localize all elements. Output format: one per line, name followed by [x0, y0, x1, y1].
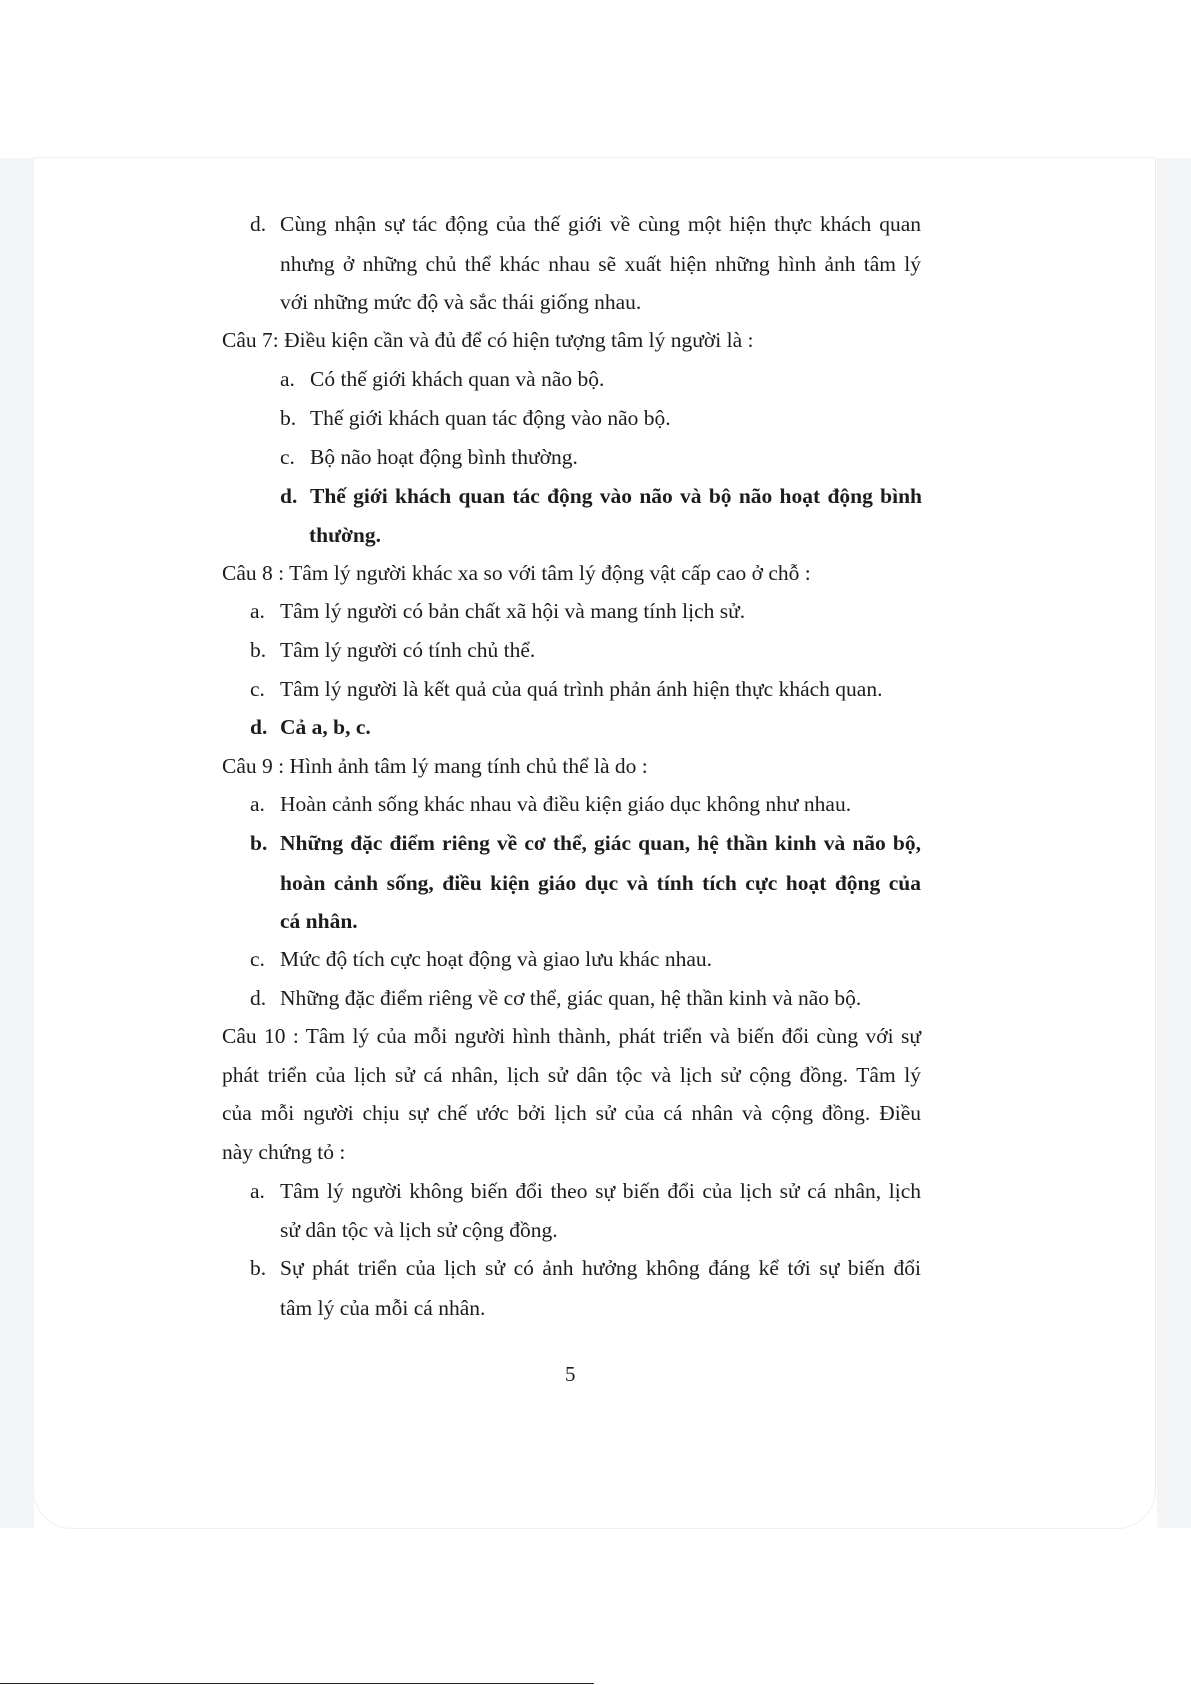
option-text: Sự phát triển của lịch sử có ảnh hưởng không đáng kể tới sự biến đổi: [280, 1256, 921, 1280]
option-text: Tâm lý người không biến đổi theo sự biến đổi của lịch sử cá nhân, lịch: [280, 1179, 921, 1203]
q10-option-a: [250, 1177, 921, 1205]
option-text: Bộ não hoạt động bình thường.: [310, 445, 578, 469]
option-text-continued: với những mức độ và sắc thái giống nhau.: [280, 290, 642, 314]
q8-option-a: [250, 597, 745, 625]
q10-option-b: [250, 1254, 921, 1282]
q8-option-c: [250, 675, 882, 703]
q7-option-b: [280, 404, 671, 432]
option-text-continued: sử dân tộc và lịch sử cộng đồng.: [280, 1218, 558, 1242]
q8-option-d-answer: [250, 713, 371, 741]
question-7: Câu 7: Điều kiện cần và đủ để có hiện tượng tâm lý người là :: [222, 328, 754, 352]
option-label: c.: [250, 677, 265, 701]
q7-option-a: [280, 365, 604, 393]
option-label: b.: [250, 638, 267, 662]
option-label: a.: [250, 599, 265, 623]
option-text: Cả a, b, c.: [280, 715, 371, 739]
q7-option-c: [280, 443, 578, 471]
option-text: Có thế giới khách quan và não bộ.: [310, 367, 605, 391]
option-text: Tâm lý người có tính chủ thể.: [280, 638, 536, 662]
option-text: Tâm lý người có bản chất xã hội và mang tính lịch sử.: [280, 599, 746, 623]
option-text: Hoàn cảnh sống khác nhau và điều kiện giáo dục không như nhau.: [280, 792, 852, 816]
option-text: Mức độ tích cực hoạt động và giao lưu khác nhau.: [280, 947, 712, 971]
option-text: Những đặc điểm riêng về cơ thể, giác quan, hệ thần kinh và não bộ,: [280, 831, 921, 855]
option-label: d.: [250, 715, 268, 739]
continuation-option-d: [250, 210, 921, 238]
option-label: b.: [280, 406, 297, 430]
option-label: a.: [280, 367, 295, 391]
q9-option-d: [250, 984, 861, 1012]
q8-option-b: [250, 636, 535, 664]
page-number: 5: [565, 1362, 576, 1386]
option-text: Thế giới khách quan tác động vào não và bộ não hoạt động bình: [310, 484, 922, 508]
q9-option-a: [250, 790, 851, 818]
option-text: Tâm lý người là kết quả của quá trình phản ánh hiện thực khách quan.: [280, 677, 883, 701]
question-8: Câu 8 : Tâm lý người khác xa so với tâm lý động vật cấp cao ở chỗ :: [222, 561, 811, 585]
option-label: c.: [280, 445, 295, 469]
question-10-continued: của mỗi người chịu sự chế ước bởi lịch sử của cá nhân và cộng đồng. Điều: [222, 1101, 921, 1125]
question-10-continued: phát triển của lịch sử cá nhân, lịch sử dân tộc và lịch sử cộng đồng. Tâm lý: [222, 1063, 921, 1087]
option-label: b.: [250, 831, 268, 855]
option-text-continued: cá nhân.: [280, 909, 358, 933]
option-label: d.: [250, 212, 267, 236]
footnote-divider: [0, 1683, 594, 1684]
option-label: d.: [250, 986, 267, 1010]
option-label: b.: [250, 1256, 267, 1280]
option-label: c.: [250, 947, 265, 971]
q7-option-d-answer: [280, 482, 922, 510]
option-text: Cùng nhận sự tác động của thế giới về cùng một hiện thực khách quan: [280, 212, 921, 236]
option-text-continued: nhưng ở những chủ thể khác nhau sẽ xuất hiện những hình ảnh tâm lý: [280, 252, 921, 276]
q9-option-b-answer: [250, 829, 921, 857]
option-text-continued: thường.: [309, 523, 382, 547]
option-label: a.: [250, 1179, 265, 1203]
option-text-continued: tâm lý của mỗi cá nhân.: [280, 1296, 486, 1320]
option-label: d.: [280, 484, 298, 508]
question-9: Câu 9 : Hình ảnh tâm lý mang tính chủ thể là do :: [222, 754, 648, 778]
q9-option-c: [250, 945, 712, 973]
option-text: Thế giới khách quan tác động vào não bộ.: [310, 406, 671, 430]
option-text-continued: hoàn cảnh sống, điều kiện giáo dục và tính tích cực hoạt động của: [280, 871, 921, 895]
option-text: Những đặc điểm riêng về cơ thể, giác quan, hệ thần kinh và não bộ.: [280, 986, 862, 1010]
question-10-continued: này chứng tỏ :: [222, 1140, 346, 1164]
option-label: a.: [250, 792, 265, 816]
question-10: Câu 10 : Tâm lý của mỗi người hình thành, phát triển và biến đổi cùng với sự: [222, 1024, 921, 1048]
